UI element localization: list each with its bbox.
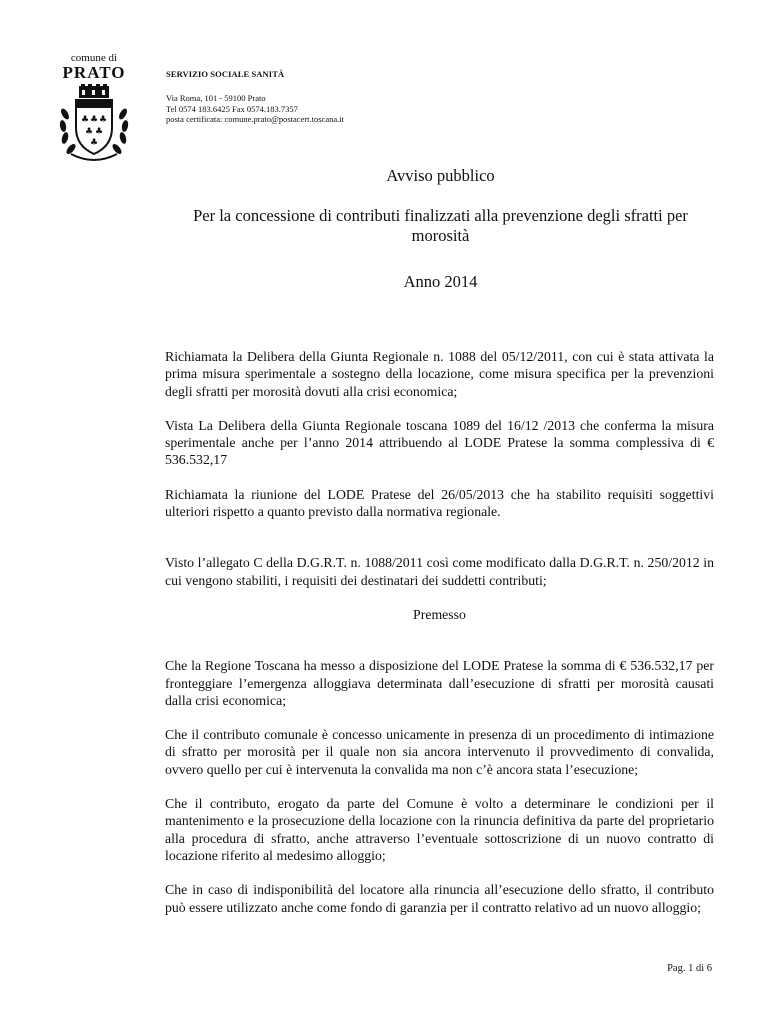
pec-email: posta certificata: comune.prato@postacert.toscana.it (166, 114, 344, 124)
paragraph: Che il contributo comunale è concesso unicamente in presenza di un procedimento di intimazione di sfratto per morosità per il quale non sia ancora intervenuto il provvedimento di convalida, ovvero quello per cui è intervenuta la convalida ma non c’è ancora stata l’esecuzione; (165, 727, 714, 777)
document-title: Avviso pubblico (386, 166, 495, 185)
paragraph: Che la Regione Toscana ha messo a disposizione del LODE Pratese la somma di € 536.532,17 per fronteggiare l’emergenza alloggiava determinata dall’esecuzione di sfratti per morosità causati dalla crisi economica; (165, 658, 714, 708)
address: Via Roma, 101 - 59100 Prato (166, 93, 266, 103)
coat-of-arms-icon (57, 84, 131, 166)
page-number: Pag. 1 di 6 (667, 963, 712, 974)
paragraph: Che il contributo, erogato da parte del Comune è volto a determinare le condizioni per il mantenimento e la prosecuzione della locazione con la rinuncia definitiva da parte del proprietario alla procedura di sfratto, anche attraverso l’eventuale sottoscrizione di un nuovo contratto di locazione riferito al medesimo alloggio; (165, 796, 714, 863)
svg-text:♣: ♣ (95, 127, 104, 137)
paragraph: Vista La Delibera della Giunta Regionale toscana 1089 del 16/12 /2013 che conferma la misura sperimentale anche per l’anno 2014 attribuendo al LODE Pratese la somma complessiva di € 536.532,17 (165, 417, 714, 468)
paragraph: Richiamata la riunione del LODE Pratese del 26/05/2013 che ha stabilito requisiti soggettivi ulteriori rispetto a quanto previsto dalla normativa regionale. (165, 486, 714, 520)
svg-text:♣: ♣ (85, 127, 94, 137)
paragraph: Che in caso di indisponibilità del locatore alla rinuncia all’esecuzione dello sfratto, il contributo può essere utilizzato anche come fondo di garanzia per il contratto relativo ad un nuovo alloggio; (165, 882, 714, 915)
phone-fax: Tel 0574 183.6425 Fax 0574.183.7357 (166, 103, 298, 114)
section-heading-premesso: Premesso (413, 606, 466, 622)
paragraph: Visto l’allegato C della D.G.R.T. n. 1088/2011 così come modificato dalla D.G.R.T. n. 250/2012 in cui vengono stabiliti, i requisiti dei destinatari dei suddetti contributi; (165, 555, 714, 588)
paragraph: Richiamata la Delibera della Giunta Regionale n. 1088 del 05/12/2011, con cui è stata attivata la prima misura sperimentale a sostegno della locazione, come misura specifica per la prevenzioni degli sfratti per morosità dovuti alla crisi economica; (165, 349, 714, 399)
svg-text:♣: ♣ (90, 138, 99, 148)
comune-crest-logo (54, 52, 134, 168)
svg-text:♣: ♣ (90, 115, 99, 125)
crest-comune-di: comune di (70, 52, 118, 64)
crest-prato: PRATO (62, 63, 126, 82)
office-name: SERVIZIO SOCIALE SANITÀ (166, 69, 285, 79)
svg-text:♣: ♣ (99, 115, 108, 125)
document-year: Anno 2014 (403, 272, 478, 291)
document-body (165, 348, 714, 916)
svg-text:♣: ♣ (81, 115, 90, 125)
letterhead-contact (166, 93, 344, 125)
document-subtitle: Per la concessione di contributi finalizzati alla prevenzione degli sfratti per morosità (193, 206, 688, 245)
